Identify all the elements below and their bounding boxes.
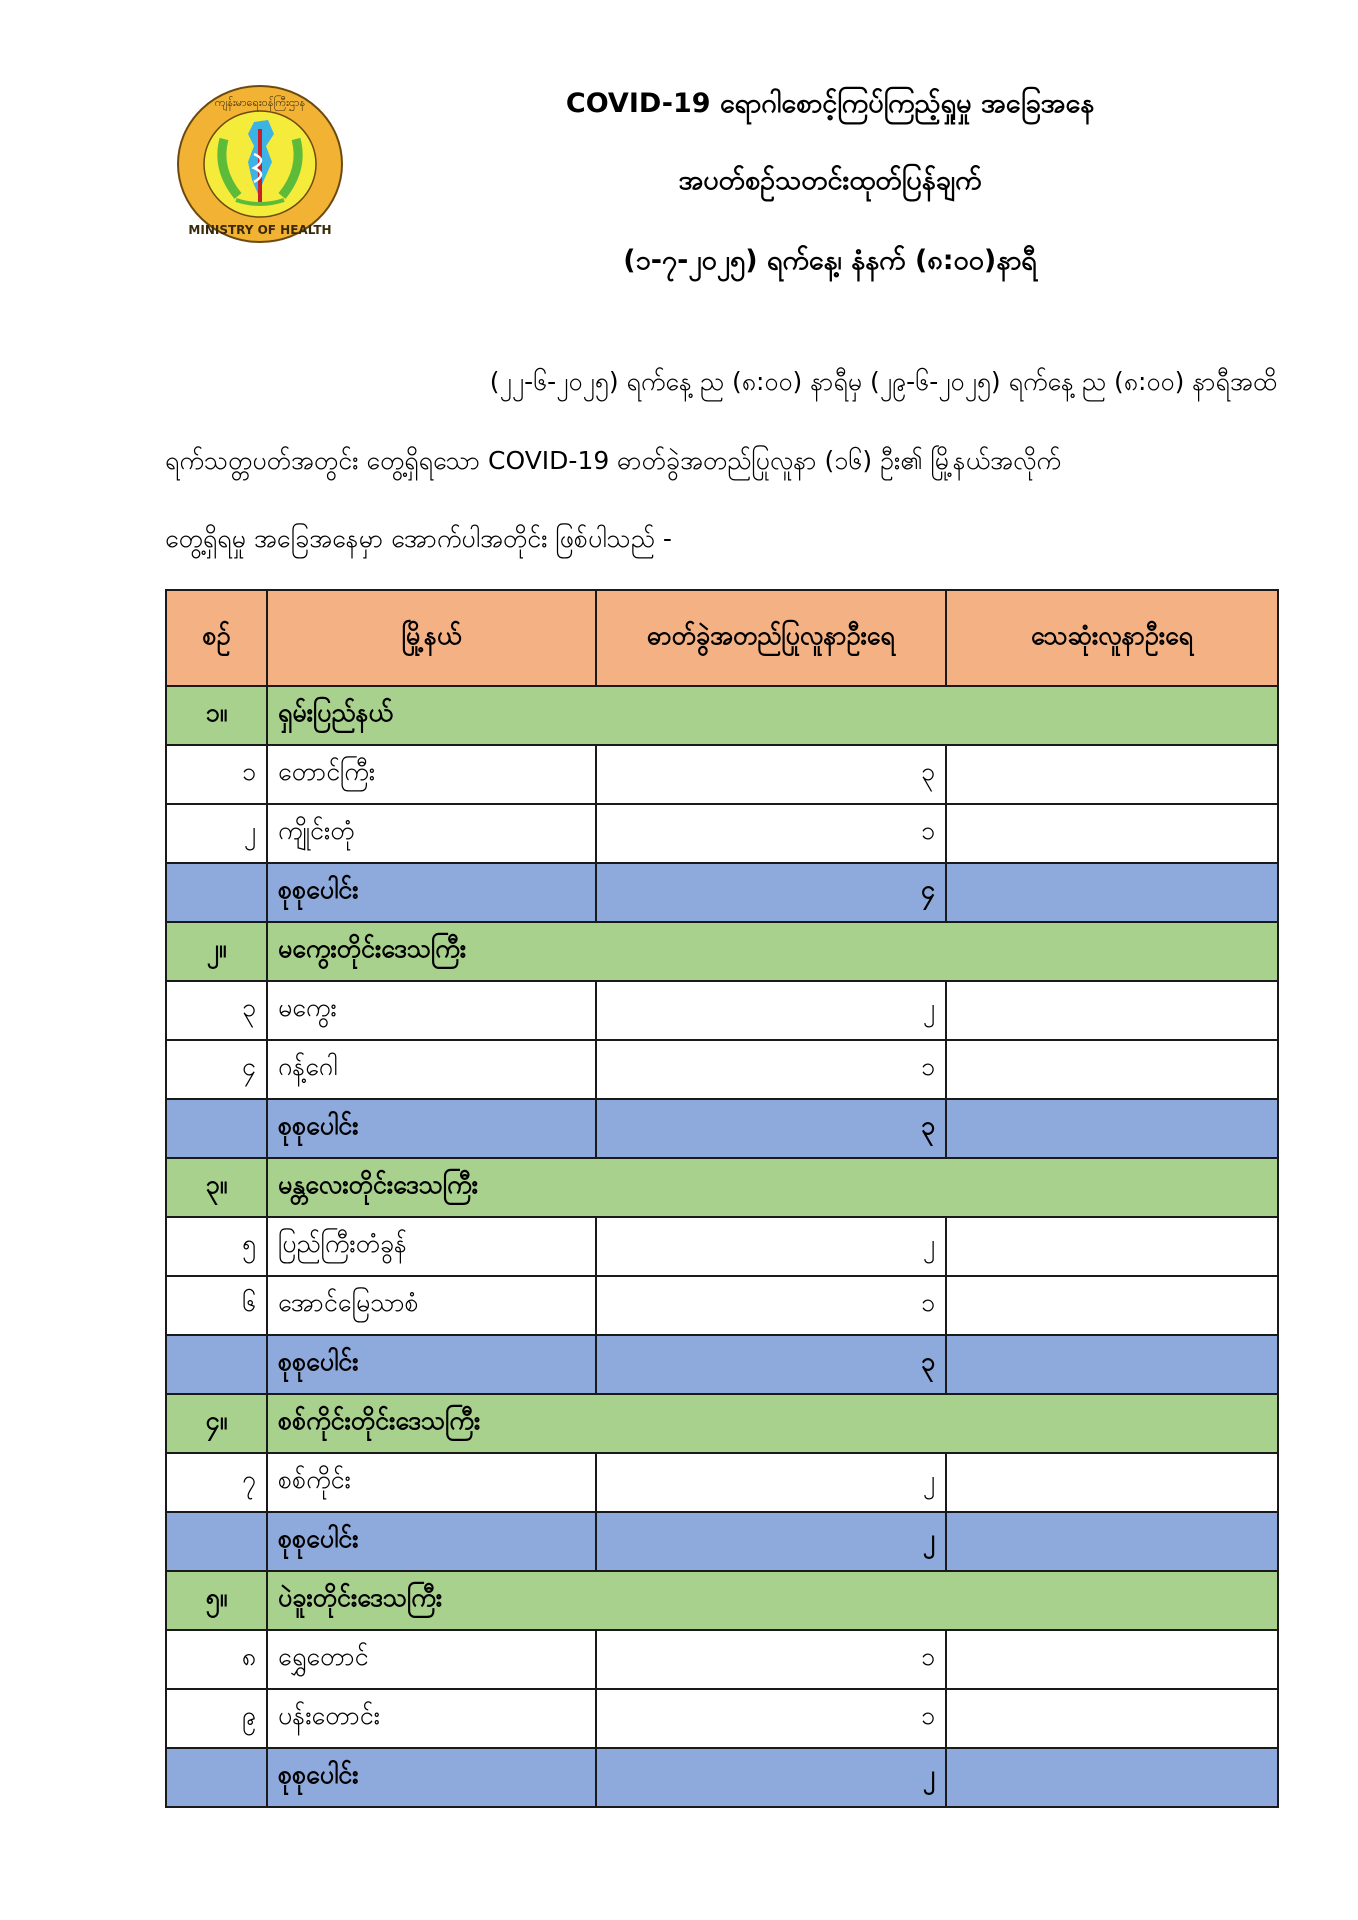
total-row: [166, 1748, 1278, 1807]
death-count: [946, 1453, 1278, 1512]
total-deaths: [946, 1748, 1278, 1807]
town-no: ၁: [166, 745, 267, 804]
svg-text:MINISTRY OF HEALTH: MINISTRY OF HEALTH: [188, 223, 332, 237]
total-deaths: [946, 1512, 1278, 1571]
death-count: [946, 804, 1278, 863]
total-row: [166, 863, 1278, 922]
region-no: ၁။: [166, 686, 267, 745]
town-no: ၇: [166, 1453, 267, 1512]
region-no: ၂။: [166, 922, 267, 981]
intro-line-1: (၂၂-၆-၂၀၂၅) ရက်နေ့ ည (၈:၀၀) နာရီမှ (၂၉-၆-၂၀၂၅) ရက်နေ့ ည (၈:၀၀) နာရီအထိ: [489, 367, 1277, 396]
total-label: စုစုပေါင်း: [267, 863, 596, 922]
town-no: ၅: [166, 1217, 267, 1276]
confirmed-count: ၁: [596, 1630, 946, 1689]
svg-text:ကျန်းမာရေးဝန်ကြီးဌာန: ကျန်းမာရေးဝန်ကြီးဌာန: [214, 96, 306, 109]
death-count: [946, 981, 1278, 1040]
region-row: [166, 1571, 1278, 1630]
document-date: (၁-၇-၂၀၂၅) ရက်နေ့၊ နံနက် (၈:၀၀)နာရီ: [623, 245, 1037, 276]
confirmed-count: ၁: [596, 1689, 946, 1748]
total-no-cell: [166, 1748, 267, 1807]
town-name: ဂန့်ဂေါ: [267, 1040, 596, 1099]
table-row: [166, 745, 1278, 804]
region-name: ရှမ်းပြည်နယ်: [267, 686, 1278, 745]
total-label: စုစုပေါင်း: [267, 1512, 596, 1571]
death-count: [946, 1040, 1278, 1099]
total-row: [166, 1512, 1278, 1571]
town-no: ၂: [166, 804, 267, 863]
table-row: [166, 981, 1278, 1040]
confirmed-count: ၂: [596, 1217, 946, 1276]
town-name: စစ်ကိုင်း: [267, 1453, 596, 1512]
total-confirmed: ၂: [596, 1512, 946, 1571]
town-no: ၄: [166, 1040, 267, 1099]
region-name: ပဲခူးတိုင်းဒေသကြီး: [267, 1571, 1278, 1630]
ministry-of-health-logo: [176, 84, 344, 244]
total-no-cell: [166, 1512, 267, 1571]
total-confirmed: ၂: [596, 1748, 946, 1807]
region-no: ၅။: [166, 1571, 267, 1630]
total-label: စုစုပေါင်း: [267, 1335, 596, 1394]
death-count: [946, 1276, 1278, 1335]
death-count: [946, 1689, 1278, 1748]
document-title: COVID-19 ရောဂါစောင့်ကြပ်ကြည့်ရှုမှု အခြေအနေ: [565, 88, 1095, 119]
col-header-deaths: သေဆုံးလူနာဦးရေ: [946, 590, 1278, 686]
town-name: ကျိုင်းတုံ: [267, 804, 596, 863]
col-header-confirmed: ဓာတ်ခွဲအတည်ပြုလူနာဦးရေ: [596, 590, 946, 686]
town-no: ၆: [166, 1276, 267, 1335]
table-row: [166, 1040, 1278, 1099]
col-header-township: မြို့နယ်: [267, 590, 596, 686]
document-subtitle: အပတ်စဉ်သတင်းထုတ်ပြန်ချက်: [678, 165, 982, 196]
town-name: တောင်ကြီး: [267, 745, 596, 804]
confirmed-count: ၁: [596, 1276, 946, 1335]
total-row: [166, 1335, 1278, 1394]
confirmed-count: ၂: [596, 981, 946, 1040]
total-deaths: [946, 863, 1278, 922]
table-row: [166, 804, 1278, 863]
region-row: [166, 686, 1278, 745]
intro-line-3: တွေ့ရှိရမှု အခြေအနေမှာ အောက်ပါအတိုင်း ဖြစ်ပါသည် -: [165, 524, 672, 553]
confirmed-count: ၂: [596, 1453, 946, 1512]
table-row: [166, 1453, 1278, 1512]
town-no: ၈: [166, 1630, 267, 1689]
region-name: မကွေးတိုင်းဒေသကြီး: [267, 922, 1278, 981]
death-count: [946, 1630, 1278, 1689]
total-no-cell: [166, 863, 267, 922]
table-row: [166, 1217, 1278, 1276]
total-deaths: [946, 1335, 1278, 1394]
town-name: မကွေး: [267, 981, 596, 1040]
death-count: [946, 1217, 1278, 1276]
town-name: ပန်းတောင်း: [267, 1689, 596, 1748]
ministry-of-health-seal-icon: [176, 84, 344, 244]
town-no: ၉: [166, 1689, 267, 1748]
table-row: [166, 1276, 1278, 1335]
total-no-cell: [166, 1335, 267, 1394]
region-no: ၄။: [166, 1394, 267, 1453]
confirmed-count: ၃: [596, 745, 946, 804]
intro-line-2: ရက်သတ္တပတ်အတွင်း တွေ့ရှိရသော COVID-19 ဓာတ်ခွဲအတည်ပြုလူနာ (၁၆) ဦး၏ မြို့နယ်အလိုက်: [165, 446, 1061, 475]
region-no: ၃။: [166, 1158, 267, 1217]
table-row: [166, 1630, 1278, 1689]
confirmed-count: ၁: [596, 1040, 946, 1099]
total-no-cell: [166, 1099, 267, 1158]
region-row: [166, 922, 1278, 981]
region-row: [166, 1394, 1278, 1453]
region-row: [166, 1158, 1278, 1217]
total-label: စုစုပေါင်း: [267, 1099, 596, 1158]
total-confirmed: ၄: [596, 863, 946, 922]
town-name: ရွှေတောင်: [267, 1630, 596, 1689]
cases-table: [165, 589, 1279, 1808]
total-confirmed: ၃: [596, 1335, 946, 1394]
confirmed-count: ၁: [596, 804, 946, 863]
table-header-row: [166, 590, 1278, 686]
table-row: [166, 1689, 1278, 1748]
region-name: စစ်ကိုင်းတိုင်းဒေသကြီး: [267, 1394, 1278, 1453]
death-count: [946, 745, 1278, 804]
col-header-no: စဉ်: [166, 590, 267, 686]
town-name: အောင်မြေသာစံ: [267, 1276, 596, 1335]
total-row: [166, 1099, 1278, 1158]
town-name: ပြည်ကြီးတံခွန်: [267, 1217, 596, 1276]
total-deaths: [946, 1099, 1278, 1158]
town-no: ၃: [166, 981, 267, 1040]
total-confirmed: ၃: [596, 1099, 946, 1158]
region-name: မန္တလေးတိုင်းဒေသကြီး: [267, 1158, 1278, 1217]
total-label: စုစုပေါင်း: [267, 1748, 596, 1807]
